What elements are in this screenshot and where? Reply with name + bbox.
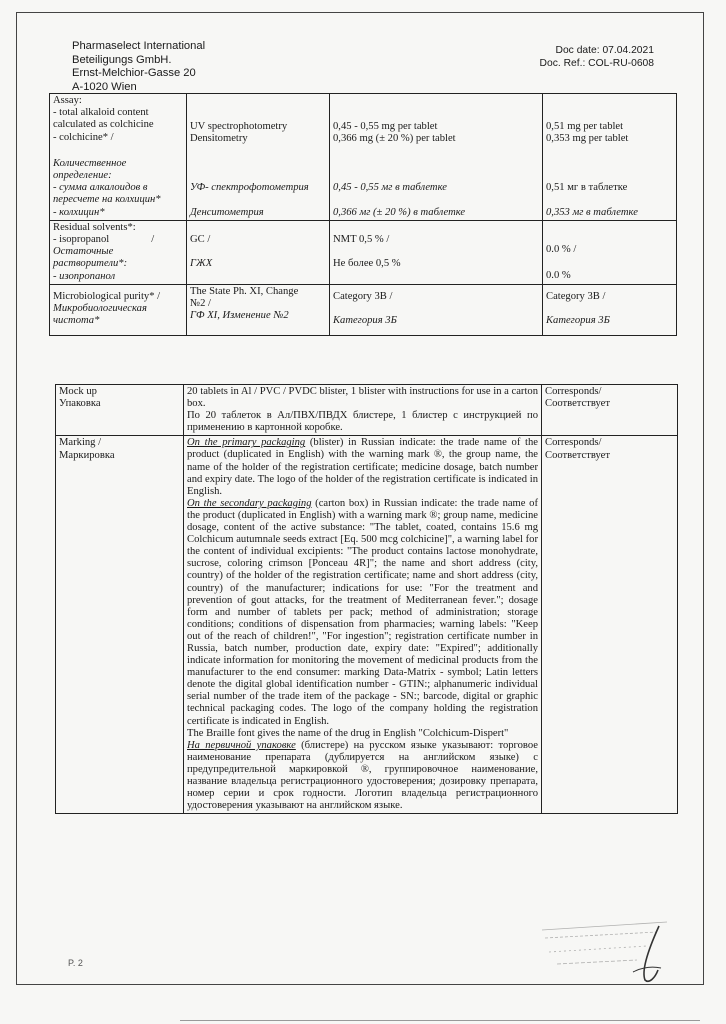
page-number: P. 2: [68, 958, 83, 968]
company-address: [72, 40, 205, 94]
company-line: Pharmaselect International: [72, 40, 206, 52]
micro-method: The State Ph. XI, Change №2 / ГФ XI, Изменение №2: [187, 284, 330, 336]
table-row-marking: [56, 436, 678, 814]
stamp-signature-image: [537, 918, 677, 988]
marking-label: Marking / Маркировка: [56, 436, 184, 814]
bottom-divider: [180, 1020, 700, 1021]
company-line: A-1020 Wien: [72, 80, 137, 93]
doc-date: Doc date: 07.04.2021: [555, 45, 654, 56]
table-row-mockup: [56, 385, 678, 436]
assay-spec: 0,45 - 0,55 mg per tablet 0,366 mg (± 20 %) per tablet 0,45 - 0,55 мг в таблетке 0,366 мг (± 20 %) в таблетке: [330, 94, 543, 221]
company-line: Beteiligungs GmbH.: [72, 53, 172, 66]
table-row-solvents: [50, 220, 677, 284]
table-row-micro: [50, 284, 677, 336]
mockup-result: Corresponds/ Соответствует: [542, 385, 678, 436]
company-line: Ernst-Melchior-Gasse 20: [72, 67, 196, 79]
assay-param: Assay: - total alkaloid content calculated as colchicine - colchicine* / Количественное определение: - сумма алкалоидов в пересчете на колхицин* - колхицин*: [50, 94, 187, 221]
marking-description: [184, 436, 542, 814]
solvents-method: GC / ГЖХ: [187, 220, 330, 284]
mockup-label: Mock up Упаковка: [56, 385, 184, 436]
assay-result: 0,51 mg per tablet 0,353 mg per tablet 0,51 мг в таблетке 0,353 мг в таблетке: [543, 94, 677, 221]
packaging-table: [55, 384, 678, 814]
mockup-description: 20 tablets in Al / PVC / PVDC blister, 1 blister with instructions for use in a carton box. По 20 таблеток в Ал/ПВХ/ПВДХ блистере, 1 блистер с инструкцией по применению в картонной коробке.: [184, 385, 542, 436]
spec-table: [49, 93, 677, 336]
micro-param: Microbiological purity* / Микробиологическая чистота*: [50, 284, 187, 336]
russian-primary-text: На первичной упаковке (блистере) на русском языке указывают: торговое наименование препарата (дублируется на английском языке) с предупредительной маркировкой ®, группировочное наименование, название владельца регистрационного удостоверения; дозировку препарата, номер серии и срок годности. Логотип владельца регистрационного удостоверения указывают на английском языке.: [187, 739, 538, 812]
doc-ref: Doc. Ref.: COL-RU-0608: [539, 58, 654, 69]
primary-packaging-text: On the primary packaging (blister) in Russian indicate: the trade name of the product (duplicated in English) with the warning mark ®, the group name, the name of the holder of the registration certificate; medicine dosage, batch number and expiry date. The logo of the holder of the registration certificate is indicated in English.: [187, 437, 538, 497]
braille-text: The Braille font gives the name of the drug in English "Colchicum-Dispert": [187, 727, 509, 739]
secondary-packaging-text: On the secondary packaging (carton box) in Russian indicate: the trade name of the product (duplicated in English) with a warning mark ®; group name, medicine dosage, content of the active substance: "The tablet, coated, contains 15.6 mg Colchicum autumnale seeds extract [Eq. 500 mcg colchicine]", a warning label for the content of individual excipients: "The product contains lactose monohydrate, sucrose, coloring crimson [Ponceau 4R]"; the name and short address (city, country) of the holder of the registration certificate; name and short address (city, country) of the manufacturer; indications for use: "For the treatment and prevention of gout attacks, for the treatment of Mediterranean fever."; dosage form and number of tablets per pack; method of administration; storage conditions; conditions of dispensation from pharmacies; warning labels: "Keep out of the reach of children!", "For ingestion"; registration certificate number in Russia, batch number, production date, expiry date: "Expired"; additionally indicate information for monitoring the movement of medicinal products from the manufacturer to the end consumer: marking Data-Matrix - symbol; Latin letters denote the digital global identification number - GTIN:; alphanumeric individual serial number of the trade item of the package - SN:; barcode, digital or graphic technical packaging codes. The logo of the company holding the registration certificate is indicated in English.: [187, 497, 538, 727]
solvents-param: Residual solvents*: - isopropanol / Остаточные растворители*: - изопропанол: [50, 220, 187, 284]
assay-method: UV spectrophotometry Densitometry УФ- спектрофотометрия Денситометрия: [187, 94, 330, 221]
micro-result: Category 3B / Категория 3Б: [543, 284, 677, 336]
micro-spec: Category 3B / Категория 3Б: [330, 284, 543, 336]
solvents-spec: NMT 0,5 % / Не более 0,5 %: [330, 220, 543, 284]
doc-info: [540, 44, 654, 70]
solvents-result: 0.0 % / 0.0 %: [543, 220, 677, 284]
marking-result: Corresponds/ Соответствует: [542, 436, 678, 814]
table-row-assay: [50, 94, 677, 221]
